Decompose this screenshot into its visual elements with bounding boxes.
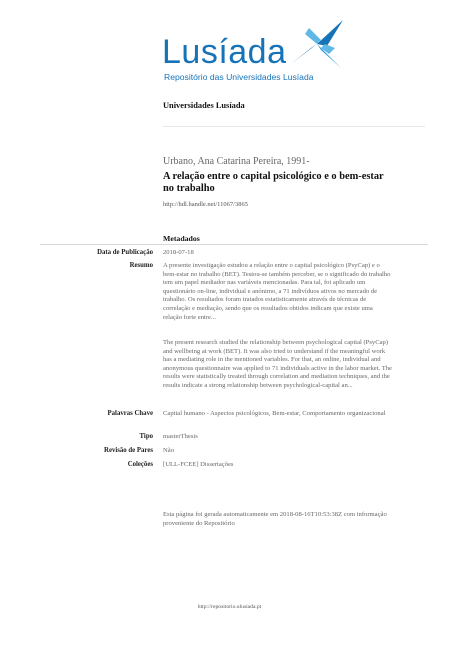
peer-review-label: Revisão de Pares [104,447,153,454]
item-author: Urbano, Ana Catarina Pereira, 1991- [163,156,310,167]
star-emblem-icon [287,18,345,70]
date-value: 2018-07-18 [163,249,194,256]
peer-review-value: Não [163,447,174,454]
footer-url-link[interactable]: http://repositorio.ulusiada.pt [197,604,262,610]
logo-subtitle: Repositório das Universidades Lusíada [164,72,314,82]
abstract-label: Resumo [129,262,153,269]
divider [163,126,425,127]
logo-wordmark: Lusíada [162,33,287,71]
keywords-label: Palavras Chave [107,410,153,417]
repository-logo[interactable] [162,18,342,88]
item-title: A relação entre o capital psicológico e o bem-estar no trabalho [163,171,384,194]
item-handle-link[interactable]: http://hdl.handle.net/11067/3865 [163,201,248,208]
abstract-pt: A presente investigação estudou a relação entre o capital psicológico (PsyCap) e o bem-estar no trabalho (BET). Testou-se também perceber, se o significado do trabalho tem um papel mediador nas variáveis mencionadas. Para tal, foi aplicado um questionário on-line, individual e anónimo, a 71 indivíduos ativos no mercado de trabalho. Os resultados foram tratados estatisticamente através de técnicas de correlação e mediação, sendo que os resultados obtidos indicam que existe uma relação forte entre... [163,262,391,321]
collections-value[interactable]: [ULL-FCEE] Dissertações [163,461,234,468]
type-label: Tipo [139,433,153,440]
generation-note: Esta página foi gerada automaticamente em 2018-08-16T10:53:38Z com informação proveniente do Repositório [163,511,387,527]
date-label: Data de Publicação [97,249,153,256]
metadata-heading: Metadados [163,234,200,243]
abstract-en: The present research studied the relationship between psychological capital (PsyCap) and wellbeing at work (BET). It was also tried to understand if the meaningful work has a mediating role in the mentioned variables. For that, an online, individual and anonymous questionnaire was applied to 71 individuals active in the labor market. The results were statistically treated through correlation and mediation techniques, and the results indicate a strong relationship between psychological-capital an... [163,339,392,389]
collections-label: Coleções [127,461,153,468]
organization-name: Universidades Lusíada [163,101,245,110]
metadata-divider [40,244,428,245]
keywords-value: Capital humano - Aspectos psicológicos, Bem-estar, Comportamento organizacional [163,410,386,417]
type-value: masterThesis [163,433,198,440]
